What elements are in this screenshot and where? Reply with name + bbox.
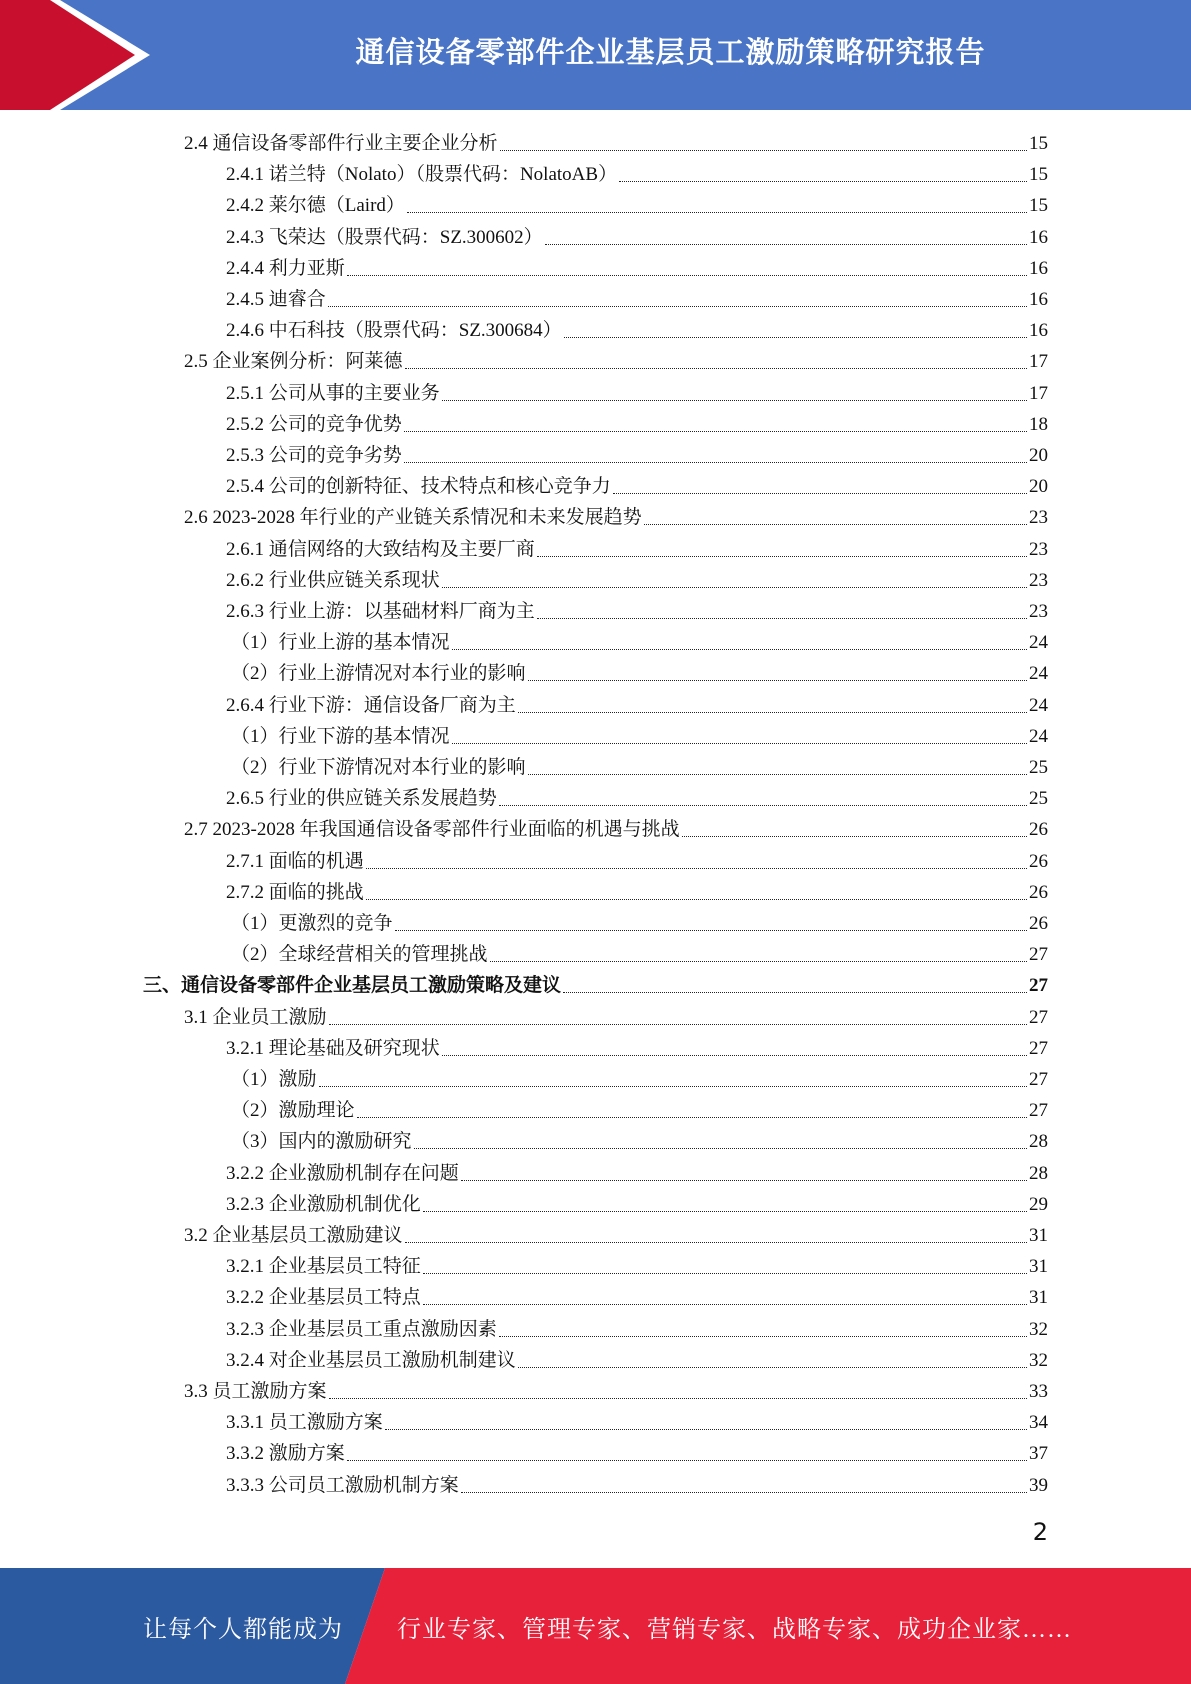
toc-entry-page: 17: [1029, 351, 1048, 373]
toc-entry-title: 2.7 2023-2028 年我国通信设备零部件行业面临的机遇与挑战: [184, 819, 680, 841]
toc-entry-page: 16: [1029, 226, 1048, 248]
toc-entry[interactable]: [226, 378, 1048, 409]
toc-entry-title: 3.3 员工激励方案: [184, 1381, 327, 1402]
toc-entry-page: 25: [1029, 757, 1048, 778]
report-title: 通信设备零部件企业基层员工激励策略研究报告: [355, 34, 986, 69]
toc-dot-leader: [423, 1304, 1027, 1305]
toc-entry-page: 17: [1029, 382, 1048, 404]
toc-entry-title: 2.6.5 行业的供应链关系发展趋势: [226, 788, 497, 810]
toc-entry-page: 26: [1029, 881, 1048, 903]
toc-entry[interactable]: [231, 939, 1048, 970]
toc-dot-leader: [452, 743, 1027, 744]
toc-entry-title: 3.2.2 企业激励机制存在问题: [226, 1162, 459, 1184]
toc-dot-leader: [528, 680, 1027, 681]
page-number: 2: [1032, 1518, 1048, 1546]
toc-entry-page: 26: [1029, 913, 1048, 934]
toc-dot-leader: [366, 899, 1027, 900]
toc-dot-leader: [329, 1024, 1027, 1025]
toc-entry[interactable]: [231, 721, 1048, 752]
toc-dot-leader: [490, 961, 1027, 962]
toc-entry[interactable]: [226, 1438, 1048, 1469]
toc-entry[interactable]: [226, 783, 1048, 814]
toc-dot-leader: [405, 1242, 1027, 1243]
toc-entry-page: 20: [1029, 476, 1048, 498]
toc-entry[interactable]: [226, 534, 1048, 565]
toc-entry[interactable]: [226, 1314, 1048, 1345]
toc-entry-page: 32: [1029, 1318, 1048, 1340]
toc-entry-title: 2.6 2023-2028 年行业的产业链关系情况和未来发展趋势: [184, 507, 642, 529]
toc-entry-title: 3.2.1 理论基础及研究现状: [226, 1037, 440, 1059]
toc-entry[interactable]: [231, 1126, 1048, 1157]
toc-entry-page: 15: [1029, 164, 1048, 186]
toc-entry-title: 2.4.2 莱尔德（Laird）: [226, 195, 405, 217]
toc-dot-leader: [499, 1336, 1027, 1337]
toc-entry-title: 2.6.4 行业下游：通信设备厂商为主: [226, 694, 516, 716]
toc-dot-leader: [357, 1117, 1027, 1118]
toc-entry[interactable]: [226, 440, 1048, 471]
toc-entry-page: 28: [1029, 1162, 1048, 1184]
toc-entry-title: 2.4.5 迪睿合: [226, 289, 326, 310]
toc-dot-leader: [499, 805, 1027, 806]
toc-entry-page: 27: [1029, 1100, 1048, 1122]
toc-entry-title: 3.2.3 企业激励机制优化: [226, 1193, 421, 1215]
toc-entry-page: 27: [1029, 975, 1048, 997]
toc-entry-title: 2.6.1 通信网络的大致结构及主要厂商: [226, 538, 535, 560]
toc-entry-title: 3.3.3 公司员工激励机制方案: [226, 1474, 459, 1496]
toc-entry-title: 3.2 企业基层员工激励建议: [184, 1225, 403, 1246]
toc-entry-page: 23: [1029, 507, 1048, 529]
toc-entry[interactable]: [226, 159, 1048, 190]
toc-entry[interactable]: [226, 1251, 1048, 1282]
toc-entry-title: 3.1 企业员工激励: [184, 1006, 327, 1028]
toc-entry[interactable]: [226, 284, 1048, 315]
toc-entry[interactable]: [226, 596, 1048, 627]
toc-entry-title: 3.2.1 企业基层员工特征: [226, 1256, 421, 1278]
toc-entry-title: 2.6.3 行业上游：以基础材料厂商为主: [226, 601, 535, 622]
toc-entry-page: 18: [1029, 413, 1048, 435]
toc-entry-title: 2.7.2 面临的挑战: [226, 881, 364, 903]
toc-entry[interactable]: [226, 1158, 1048, 1189]
toc-entry[interactable]: [231, 658, 1048, 689]
page-footer: [0, 1568, 1191, 1684]
toc-dot-leader: [423, 1273, 1027, 1274]
toc-entry[interactable]: [226, 846, 1048, 877]
toc-entry[interactable]: [231, 752, 1048, 783]
toc-entry[interactable]: [184, 1002, 1048, 1033]
toc-dot-leader: [366, 868, 1027, 869]
toc-entry-title: 3.3.2 激励方案: [226, 1443, 345, 1465]
toc-entry-page: 25: [1029, 788, 1048, 810]
toc-entry[interactable]: [226, 690, 1048, 721]
toc-entry-title: 2.6.2 行业供应链关系现状: [226, 569, 440, 591]
toc-dot-leader: [407, 212, 1027, 213]
toc-entry-title: 3.2.3 企业基层员工重点激励因素: [226, 1318, 497, 1340]
toc-dot-leader: [414, 1148, 1027, 1149]
toc-entry[interactable]: [226, 565, 1048, 596]
toc-entry-page: 24: [1029, 694, 1048, 716]
toc-entry[interactable]: [226, 315, 1048, 346]
toc-entry[interactable]: [184, 814, 1048, 845]
toc-entry-page: 27: [1029, 1069, 1048, 1090]
toc-entry[interactable]: [143, 970, 1048, 1001]
toc-dot-leader: [537, 556, 1027, 557]
toc-entry[interactable]: [184, 1220, 1048, 1251]
toc-entry-title: （3）国内的激励研究: [231, 1131, 412, 1153]
toc-entry-page: 27: [1029, 1006, 1048, 1028]
toc-entry-page: 27: [1029, 1037, 1048, 1059]
toc-entry-title: （2）行业上游情况对本行业的影响: [231, 663, 526, 685]
toc-dot-leader: [404, 431, 1027, 432]
toc-entry[interactable]: [226, 1189, 1048, 1220]
toc-entry-title: 2.5.1 公司从事的主要业务: [226, 382, 440, 404]
toc-dot-leader: [442, 1055, 1027, 1056]
toc-entry[interactable]: [231, 1095, 1048, 1126]
toc-entry[interactable]: [226, 190, 1048, 221]
toc-dot-leader: [328, 306, 1027, 307]
toc-dot-leader: [442, 400, 1027, 401]
toc-entry-page: 23: [1029, 538, 1048, 560]
toc-entry-page: 29: [1029, 1193, 1048, 1215]
toc-entry-page: 23: [1029, 601, 1048, 622]
toc-entry-page: 16: [1029, 320, 1048, 342]
toc-entry-page: 31: [1029, 1225, 1048, 1246]
toc-entry-page: 32: [1029, 1349, 1048, 1371]
toc-entry-page: 16: [1029, 257, 1048, 279]
toc-entry-page: 34: [1029, 1412, 1048, 1434]
toc-dot-leader: [404, 462, 1027, 463]
toc-entry[interactable]: [226, 222, 1048, 253]
toc-entry-page: 24: [1029, 663, 1048, 685]
toc-entry[interactable]: [226, 1033, 1048, 1064]
toc-dot-leader: [518, 712, 1027, 713]
toc-entry-page: 23: [1029, 569, 1048, 591]
toc-dot-leader: [563, 992, 1027, 993]
toc-dot-leader: [613, 493, 1027, 494]
toc-entry[interactable]: [184, 128, 1048, 159]
toc-entry-page: 20: [1029, 445, 1048, 466]
toc-entry[interactable]: [184, 502, 1048, 533]
footer-roles: 行业专家、管理专家、营销专家、战略专家、成功企业家……: [397, 1616, 1072, 1643]
toc-entry-title: 2.4.3 飞荣达（股票代码：SZ.300602）: [226, 226, 543, 248]
toc-entry-page: 16: [1029, 289, 1048, 310]
toc-entry-page: 26: [1029, 819, 1048, 841]
toc-entry-title: 三、通信设备零部件企业基层员工激励策略及建议: [143, 975, 562, 997]
toc-dot-leader: [423, 1211, 1027, 1212]
toc-dot-leader: [405, 368, 1027, 369]
toc-entry-title: 3.2.2 企业基层员工特点: [226, 1287, 421, 1309]
toc-entry-title: （2）行业下游情况对本行业的影响: [231, 757, 526, 778]
toc-dot-leader: [319, 1086, 1027, 1087]
toc-entry[interactable]: [226, 253, 1048, 284]
toc-entry[interactable]: [226, 1470, 1048, 1501]
toc-entry-title: 2.5.3 公司的竞争劣势: [226, 445, 402, 466]
toc-entry-title: 2.4.1 诺兰特（Nolato）（股票代码：NolatoAB）: [226, 164, 618, 186]
toc-dot-leader: [528, 774, 1027, 775]
toc-entry-page: 24: [1029, 725, 1048, 747]
toc-entry-page: 33: [1029, 1381, 1048, 1402]
toc-dot-leader: [461, 1492, 1027, 1493]
toc-entry-page: 26: [1029, 850, 1048, 872]
toc-entry-page: 31: [1029, 1287, 1048, 1309]
toc-entry[interactable]: [226, 1345, 1048, 1376]
toc-entry-title: 2.5.4 公司的创新特征、技术特点和核心竞争力: [226, 476, 611, 498]
toc-dot-leader: [347, 275, 1027, 276]
toc-dot-leader: [452, 649, 1027, 650]
toc-entry[interactable]: [231, 1064, 1048, 1095]
toc-dot-leader: [461, 1180, 1027, 1181]
toc-entry-title: （1）行业上游的基本情况: [231, 632, 450, 654]
toc-dot-leader: [518, 1367, 1027, 1368]
toc-entry-title: 2.4.4 利力亚斯: [226, 257, 345, 279]
toc-dot-leader: [644, 524, 1027, 525]
toc-entry[interactable]: [231, 908, 1048, 939]
toc-dot-leader: [442, 587, 1027, 588]
toc-dot-leader: [385, 1429, 1027, 1430]
toc-entry-page: 15: [1029, 195, 1048, 217]
toc-dot-leader: [545, 244, 1027, 245]
toc-entry-title: （1）更激烈的竞争: [231, 913, 393, 934]
toc-entry-page: 15: [1029, 133, 1048, 154]
toc-entry-page: 31: [1029, 1256, 1048, 1278]
toc-entry-page: 39: [1029, 1474, 1048, 1496]
toc-entry-title: （2）激励理论: [231, 1100, 355, 1122]
toc-dot-leader: [500, 150, 1027, 151]
toc-entry[interactable]: [226, 877, 1048, 908]
toc-dot-leader: [329, 1398, 1027, 1399]
toc-entry[interactable]: [226, 1282, 1048, 1313]
toc-dot-leader: [682, 836, 1027, 837]
toc-entry-page: 27: [1029, 944, 1048, 966]
toc-entry-title: 2.4.6 中石科技（股票代码：SZ.300684）: [226, 320, 562, 342]
toc-entry-title: 2.5.2 公司的竞争优势: [226, 413, 402, 435]
toc-entry[interactable]: [184, 1376, 1048, 1407]
footer-slogan: 让每个人都能成为: [143, 1616, 343, 1643]
page-header: [0, 0, 1191, 110]
toc-entry-title: 3.2.4 对企业基层员工激励机制建议: [226, 1349, 516, 1371]
toc-entry-title: 2.7.1 面临的机遇: [226, 850, 364, 872]
toc-dot-leader: [395, 930, 1027, 931]
toc-entry-page: 24: [1029, 632, 1048, 654]
toc-entry-title: 2.5 企业案例分析：阿莱德: [184, 351, 403, 373]
toc-entry[interactable]: [231, 627, 1048, 658]
toc-entry[interactable]: [226, 471, 1048, 502]
toc-entry[interactable]: [184, 346, 1048, 377]
toc-dot-leader: [347, 1460, 1027, 1461]
toc-entry-title: 3.3.1 员工激励方案: [226, 1412, 383, 1434]
toc-entry-title: （1）激励: [231, 1069, 317, 1090]
chevron-logo-icon: [0, 0, 160, 110]
toc-entry-page: 28: [1029, 1131, 1048, 1153]
toc-dot-leader: [564, 337, 1027, 338]
toc-entry-title: （1）行业下游的基本情况: [231, 725, 450, 747]
toc-entry-title: 2.4 通信设备零部件行业主要企业分析: [184, 133, 498, 154]
toc-entry-page: 37: [1029, 1443, 1048, 1465]
toc-entry[interactable]: [226, 1407, 1048, 1438]
toc-dot-leader: [619, 181, 1027, 182]
toc-dot-leader: [537, 618, 1027, 619]
toc-entry-title: （2）全球经营相关的管理挑战: [231, 944, 488, 966]
toc-entry[interactable]: [226, 409, 1048, 440]
